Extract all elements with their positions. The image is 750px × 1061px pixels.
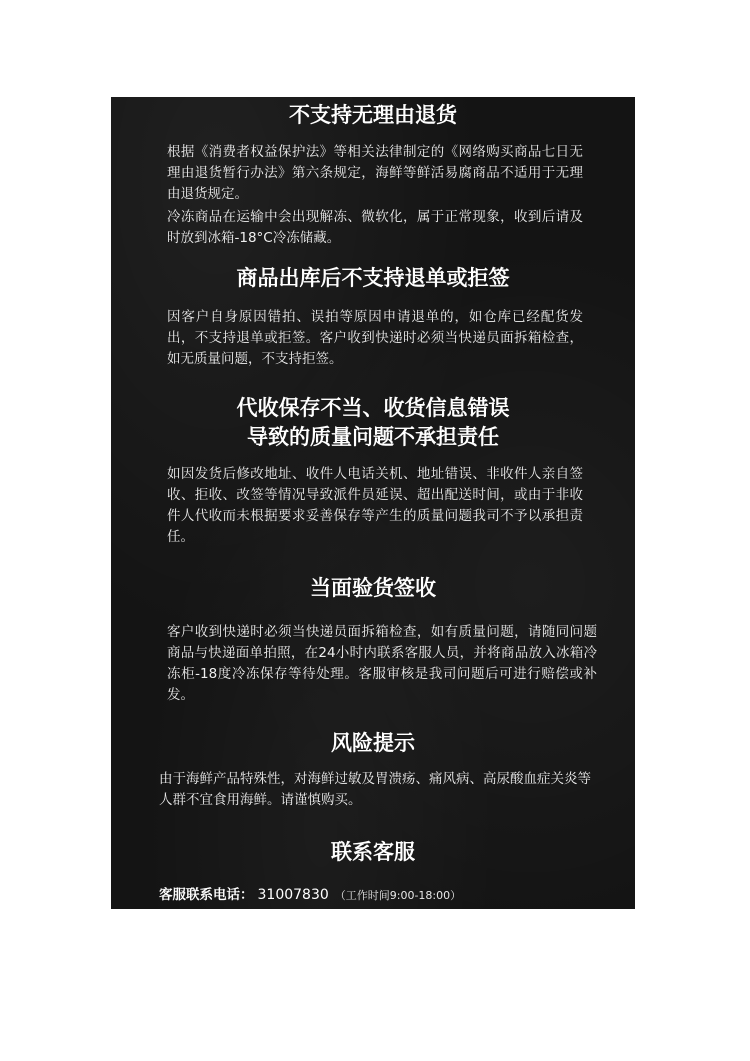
inspect-on-delivery-paragraph: 客户收到快递时必须当快递员面拆箱检查，如有质量问题，请随同问题商品与快递面单拍照，在24小时内联系客服人员，并将商品放入冰箱冷冻柜-18度冷冻保存等待处理。客服审核是我司问题后可进行赔偿或补发。 (167, 624, 597, 703)
no-cancel-after-shipping-title (111, 263, 635, 293)
contact-phone: 31007830 (257, 887, 329, 903)
liability-paragraph: 如因发货后修改地址、收件人电话关机、地址错误、非收件人亲自签收、拒收、改签等情况导致派件员延误、超出配送时间，或由于非收件人代收而未根据要求妥善保存等产生的质量问题我司不予以承担责任。 (167, 466, 583, 545)
section-title-line: 当面验货签收 (310, 576, 436, 600)
contact-label: 客服联系电话： (159, 887, 254, 903)
no-reason-return-paragraph: 根据《消费者权益保护法》等相关法律制定的《网络购买商品七日无理由退货暂行办法》第六条规定，海鲜等鲜活易腐商品不适用于无理由退货规定。 (167, 144, 583, 202)
no-reason-return-title (111, 100, 635, 130)
section-title-line: 不支持无理由退货 (289, 103, 457, 127)
inspect-on-delivery-title (111, 573, 635, 603)
liability-title-line-1: 代收保存不当、收货信息错误 (236, 396, 510, 420)
frozen-storage-paragraph: 冷冻商品在运输中会出现解冻、微软化，属于正常现象，收到后请及时放到冰箱-18°C冷冻储藏。 (167, 209, 583, 246)
contact-line (159, 883, 619, 903)
liability-title-line-2: 导致的质量问题不承担责任 (247, 425, 499, 449)
section-title-line: 风险提示 (331, 731, 415, 755)
risk-notice-paragraph: 由于海鲜产品特殊性，对海鲜过敏及胃溃疡、痛风病、高尿酸血症关炎等人群不宜食用海鲜。请谨慎购买。 (159, 771, 591, 808)
risk-notice-title (111, 728, 635, 758)
contact-title (111, 837, 635, 867)
section-title-line: 联系客服 (331, 840, 415, 864)
section-title-line: 商品出库后不支持退单或拒签 (236, 266, 510, 290)
no-cancel-paragraph: 因客户自身原因错拍、误拍等原因申请退单的，如仓库已经配货发出，不支持退单或拒签。客户收到快递时必须当快递员面拆箱检查，如无质量问题，不支持拒签。 (167, 309, 583, 367)
contact-hours: （工作时间9:00-18:00） (334, 889, 462, 902)
policy-poster (111, 97, 635, 909)
